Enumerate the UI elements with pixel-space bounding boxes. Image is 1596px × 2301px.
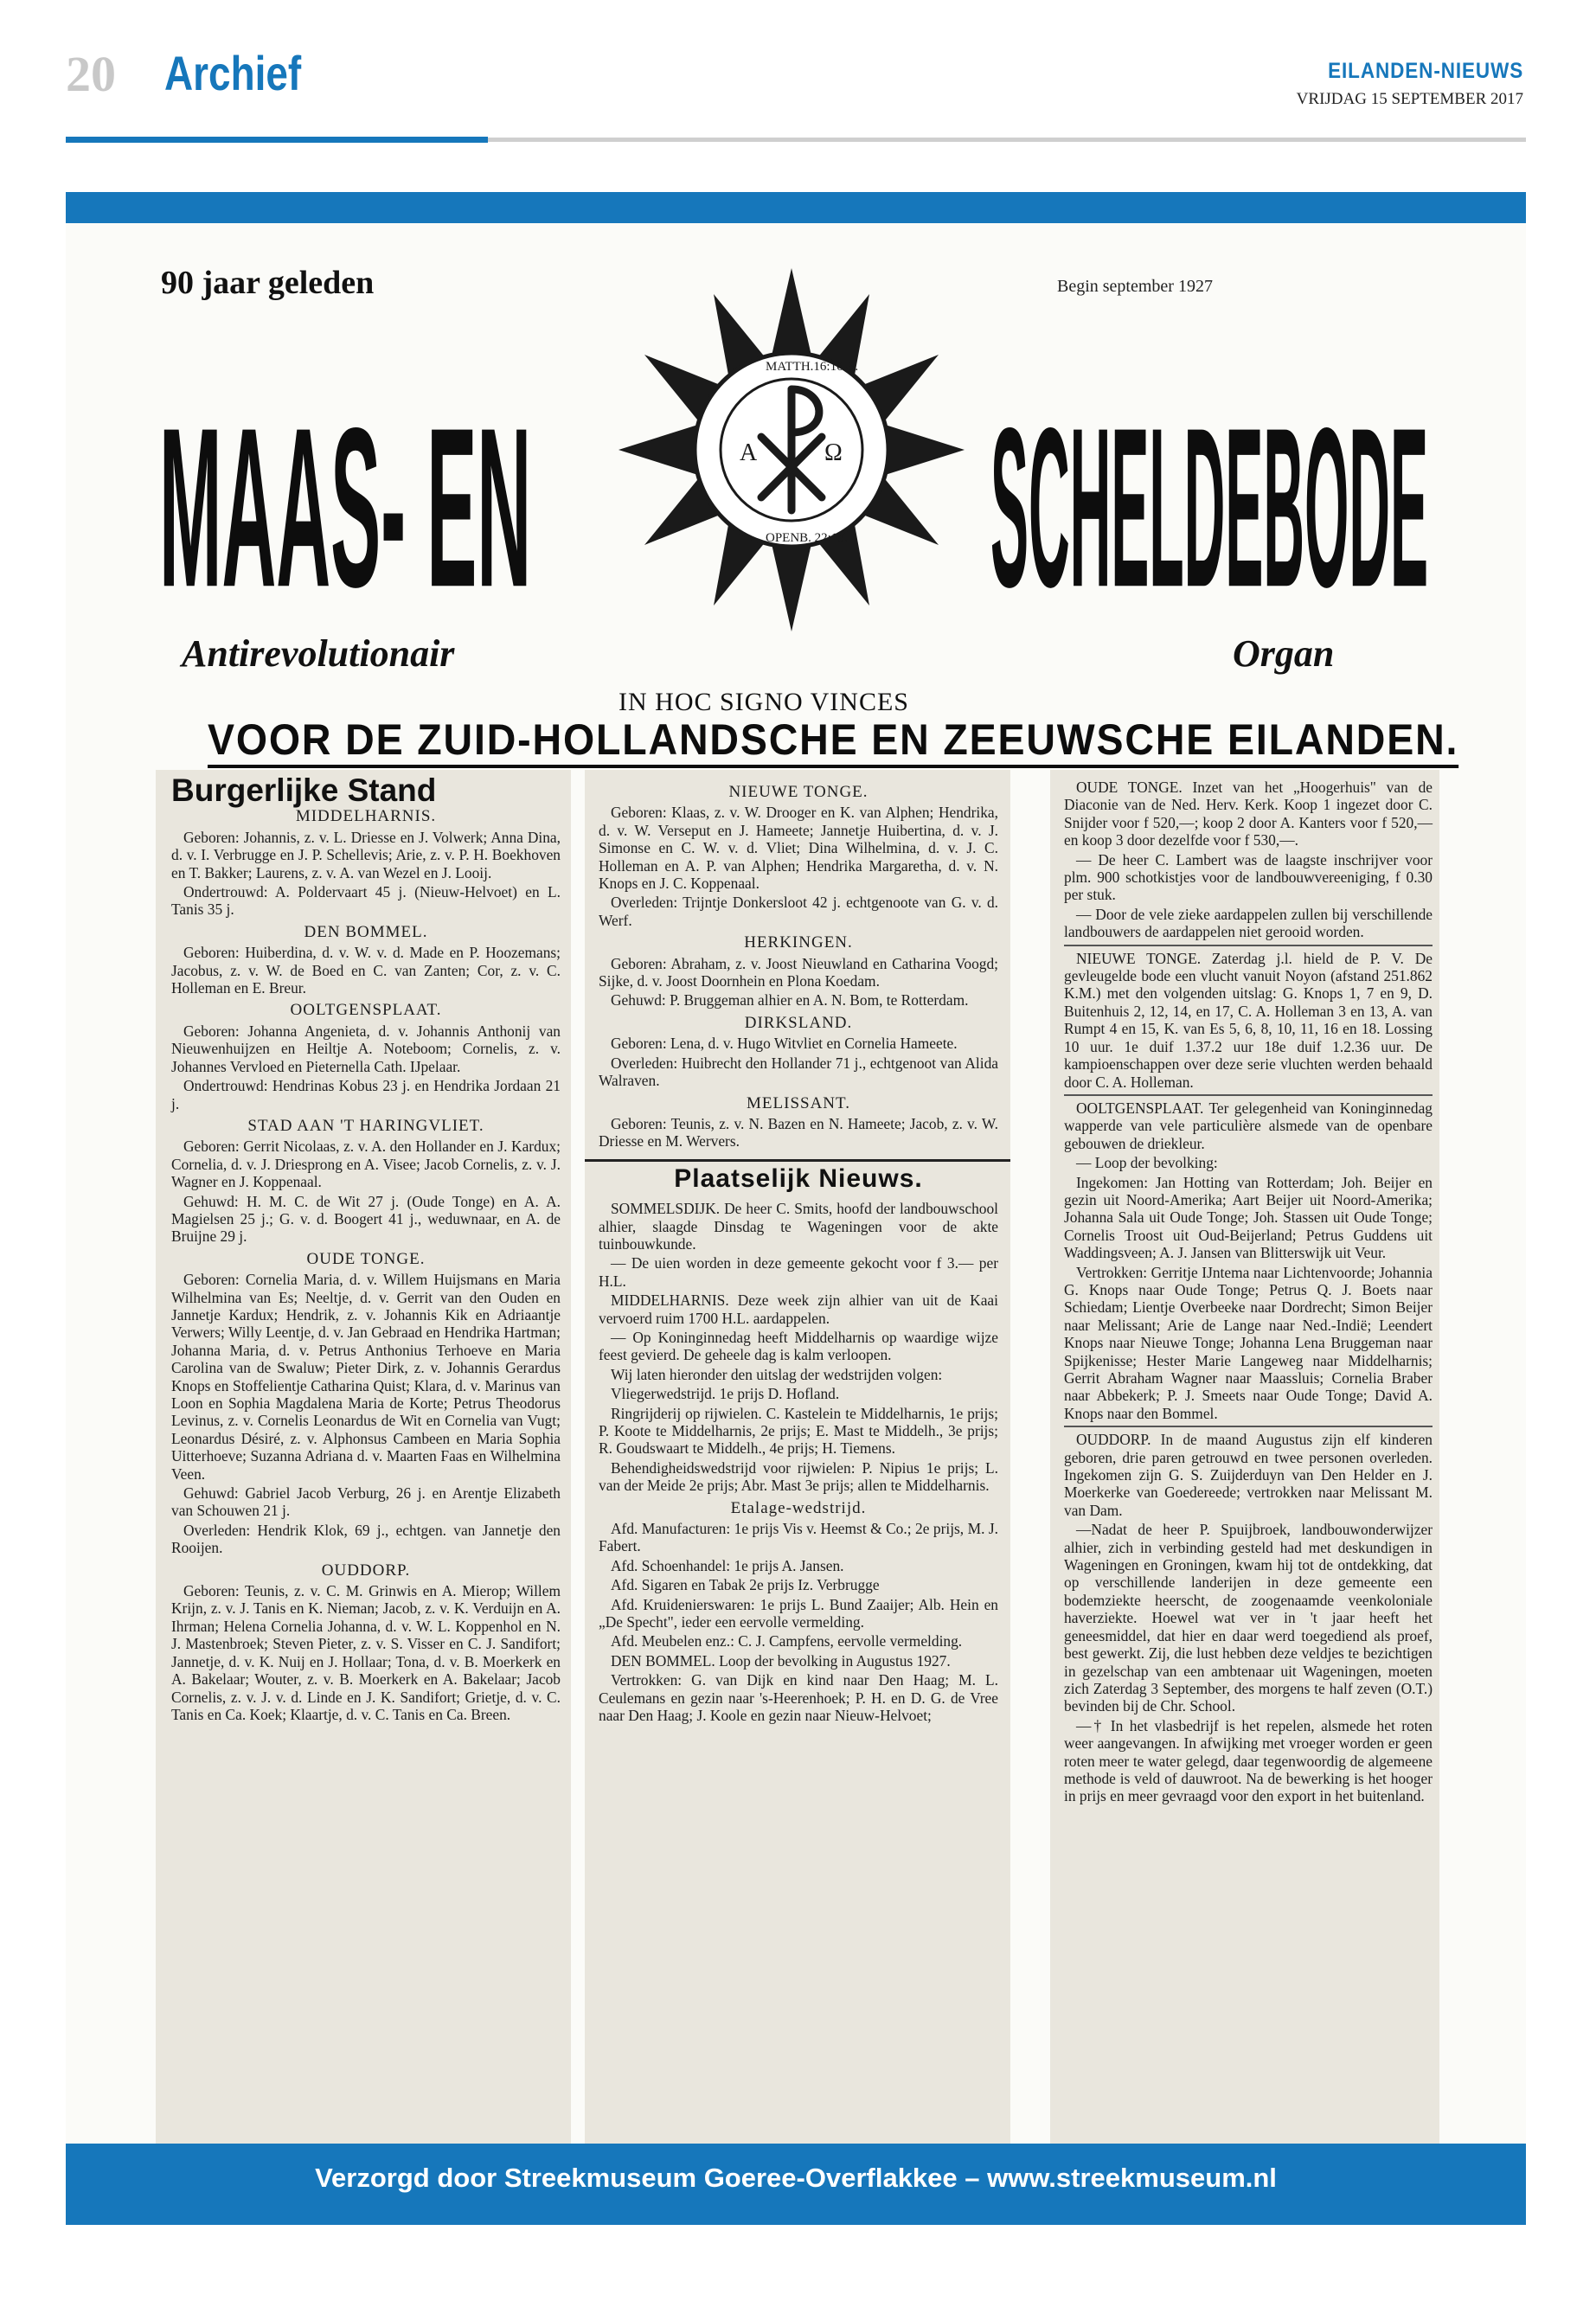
clipping-date-note: Begin september 1927 — [1057, 277, 1213, 296]
record-paragraph: Geboren: Abraham, z. v. Joost Nieuwland en Catharina Voogd; Sijke, d. v. Joost Doornhein en Plona Koedam. — [599, 954, 998, 990]
news-paragraph: OUDDORP. In de maand Augustus zijn elf kinderen geboren, drie paren getrouwd en twee personen overleden. Ingekomen zijn G. S. Zuijderduyn van Den Helder en J. Moerkerke van Goedereede; vertrokken naar Melissant M. van Dam. — [1064, 1431, 1433, 1519]
place-heading: STAD AAN 'T HARINGVLIET. — [247, 1116, 484, 1135]
place-heading: HERKINGEN. — [744, 933, 853, 952]
record-paragraph: Geboren: Huiberdina, d. v. W. v. d. Made en P. Hoozemans; Jacobus, z. v. W. de Boed en C. van Zanten; Cor, z. v. C. Holleman en E. Breur. — [171, 944, 561, 997]
record-paragraph: Gehuwd: Gabriel Jacob Verburg, 26 j. en Arentje Elizabeth van Schouwen 21 j. — [171, 1484, 561, 1520]
record-paragraph: Geboren: Johanna Angenieta, d. v. Johannis Anthonij van Nieuwenhuijzen en Heiltje A. Noteboom; Cornelis, z. v. Johannes Vervloed en Pieternella Cath. IJpelaar. — [171, 1022, 561, 1075]
header-rule — [488, 138, 1526, 142]
news-paragraph: —Nadat de heer P. Spuijbroek, landbouwonderwijzer alhier, zich in verbinding gesteld had met deskundigen in Wageningen en Groningen, kwam hij tot de ontdekking, dat op verschillende landerijen in deze gemeente een bodemziekte heerscht, de zoogenaamde veenkoloniale haverziekte. Hoewel wat ver in 't jaar heeft het geneesmiddel, dat hier en daar werd toegediend als proef, best gewerkt. Zij, die lust hebben deze veldjes te bezichtigen in gezelschap van een ambtenaar uit Wageningen, moeten zich Zaterdag 3 September, des morgens te half zeven (O.T.) bevinden bij de Chr. School. — [1064, 1521, 1433, 1715]
header-rule-accent — [66, 137, 488, 143]
place-heading: NIEUWE TONGE. — [728, 783, 869, 801]
news-paragraph: Afd. Schoenhandel: 1e prijs A. Jansen. — [611, 1556, 844, 1574]
news-paragraph: —† In het vlasbedrijf is het repelen, alsmede het roten weer aangevangen. In afwijking met vroeger worden er geen roten meer te water gelegd, daar tegenwoordig de algemeene methode is veld of dauwroot. Na de bewerking is het hooger in prijs en meer gevraagd voor den export in het buitenland. — [1064, 1716, 1433, 1805]
news-title: Plaatselijk Nieuws. — [674, 1163, 923, 1193]
record-paragraph: Gehuwd: H. M. C. de Wit 27 j. (Oude Tonge) en A. A. Magielsen 25 j.; G. v. d. Boogert 41 j., weduwnaar, en A. de Bruijne 29 j. — [171, 1192, 561, 1246]
page-number: 20 — [66, 46, 116, 102]
record-paragraph: Geboren: Johannis, z. v. L. Driesse en J. Volwerk; Anna Dina, d. v. I. Verbrugge en J. P. Schellevis; Arie, z. v. P. H. Boekhoven en T. Bakker; Laurens, z. v. A. van Wezel en J. Looij. — [171, 828, 561, 881]
news-paragraph: DEN BOMMEL. Loop der bevolking in Augustus 1927. — [611, 1651, 951, 1670]
news-paragraph: — Door de vele zieke aardappelen zullen bij verschillende landbouwers de aardappelen niet gerooid worden. — [1064, 905, 1433, 941]
column-burgerlijke-stand — [156, 770, 571, 2163]
masthead-strapline: VOOR DE ZUID-HOLLANDSCHE EN ZEEUWSCHE EILANDEN. — [208, 715, 1458, 768]
record-paragraph: Gehuwd: P. Bruggeman alhier en A. N. Bom, te Rotterdam. — [611, 991, 969, 1009]
place-heading: OUDDORP. — [321, 1561, 411, 1580]
record-paragraph: Geboren: Teunis, z. v. N. Bazen en N. Hameete; Jacob, z. v. W. Driesse en M. Wervers. — [599, 1114, 998, 1150]
svg-text:A: A — [740, 439, 758, 466]
section-divider — [1064, 1094, 1433, 1096]
news-paragraph: — Loop der bevolking: — [1076, 1154, 1218, 1172]
record-paragraph: Geboren: Lena, d. v. Hugo Witvliet en Cornelia Hameete. — [611, 1035, 958, 1053]
record-paragraph: Geboren: Cornelia Maria, d. v. Willem Huijsmans en Maria Wilhelmina van Es; Neeltje, d. v. Gerrit van den Ouden en Jannetje Kardux; Hendrik, z. v. Johannis Kik en Adriaantje Verwers; Willy Leentje, d. v. Jan Gebraad en Hendrika Hartman; Johanna Maria, d. v. Petrus Anthonius Terhoeve en Maria Carolina van de Swaluw; Pieter Dirk, z. v. Johannis Gerardus Knops en Stoffelientje Catharina Quist; Klara, d. v. Marinus van Loon en Sophia Magdalena Maria de Korte; Petrus Theodorus Levinus, z. v. Cornelis Leonardus de Wit en Cornelia van Vugt; Leonardus Désiré, z. v. Alphonsus Cambeen en Maria Sophia Uitterhoeve; Suzanna Adriana d. v. Maarten Faas en Wilhelmina Veen. — [171, 1271, 561, 1483]
svg-text:OPENB. 22:13.: OPENB. 22:13. — [766, 531, 848, 545]
section-title: Archief — [164, 46, 302, 100]
section-divider — [1064, 1426, 1433, 1427]
news-paragraph: Afd. Kruidenierswaren: 1e prijs L. Bund Zaaijer; Alb. Hein en „De Specht", ieder een eervolle vermelding. — [599, 1595, 998, 1631]
masthead-subtitle-right: Organ — [1233, 632, 1335, 675]
record-paragraph: Ondertrouwd: A. Poldervaart 45 j. (Nieuw-Helvoet) en L. Tanis 35 j. — [171, 883, 561, 919]
record-paragraph: Geboren: Teunis, z. v. C. M. Grinwis en A. Mierop; Willem Krijn, z. v. J. Tanis en K. Nieman; Jacob, z. v. K. Verduijn en A. Ihrman; Helena Cornelia Johanna, d. v. W. L. Koppenhol en N. J. Mastenbroek; Steven Pieter, z. v. S. Visser en C. J. Sandifort; Jannetje, d. v. K. Nuij en J. Hollaar; Tona, d. v. B. Moerkerk en A. Bakelaar; Wouter, z. v. B. Moerkerk en A. Bakelaar; Jacob Cornelis, z. v. J. v. d. Linde en J. K. Sandifort; Grietje, d. v. C. Tanis en Ca. Koek; Klaartje, d. v. C. Tanis en Ca. Breen. — [171, 1582, 561, 1723]
issue-date: VRIJDAG 15 SEPTEMBER 2017 — [1296, 90, 1523, 108]
masthead-right: SCHELDEBODE — [990, 380, 1429, 635]
news-paragraph: MIDDELHARNIS. Deze week zijn alhier van uit de Kaai vervoerd ruim 1700 H.L. aardappelen. — [599, 1292, 998, 1327]
column-right — [1050, 770, 1439, 2163]
svg-text:MATTH.16:16 B.: MATTH.16:16 B. — [766, 360, 859, 374]
footer-credit: Verzorgd door Streekmuseum Goeree-Overflakkee – www.streekmuseum.nl — [315, 2163, 1277, 2193]
news-paragraph: Afd. Meubelen enz.: C. J. Campfens, eervolle vermelding. — [611, 1632, 963, 1650]
news-paragraph: Vliegerwedstrijd. 1e prijs D. Hofland. — [611, 1385, 840, 1403]
motto: IN HOC SIGNO VINCES — [619, 688, 909, 716]
news-paragraph: NIEUWE TONGE. Zaterdag j.l. hield de P. V. De gevleugelde bode een vlucht vanuit Noyon (afstand 251.862 K.M.) met den volgenden uitslag: G. Knops 1, 7 en 9, D. Buitenhuis 2, 12, 14, en 17, C. A. Holleman 3 en 13, A. van Rumpt 4 en 15, K. van Es 5, 6, 8, 10, 11, 16 en 18. Lossing 10 uur. 1e duif 1.37.2 uur 18e duif 1.2.36 uur. De kampioenschappen over deze serie vluchten werden behaald door C. A. Holleman. — [1064, 949, 1433, 1091]
top-band — [66, 192, 1526, 223]
svg-text:Ω: Ω — [824, 439, 843, 466]
record-paragraph: Overleden: Huibrecht den Hollander 71 j., echtgenoot van Alida Walraven. — [599, 1054, 998, 1090]
place-heading: MELISSANT. — [747, 1093, 850, 1112]
newspaper-logo: EILANDEN-NIEUWS — [1328, 59, 1523, 83]
record-paragraph: Geboren: Klaas, z. v. W. Drooger en K. van Alphen; Hendrika, d. v. W. Verseput en J. Hameete; Jannetje Huibertina, d. v. J. Simonse en C. W. v. d. Vliet; Dina Wilhelmina, d. v. J. C. Holleman en A. P. van Alphen; Hendrika Margaretha, d. v. N. Knops en J. C. Koppenaal. — [599, 804, 998, 893]
place-heading: OOLTGENSPLAAT. — [290, 1001, 442, 1020]
column-title: Burgerlijke Stand — [171, 772, 437, 808]
news-paragraph: OOLTGENSPLAAT. Ter gelegenheid van Koninginnedag wapperde van vele particulière alsmede van de openbare gebouwen de driekleur. — [1064, 1099, 1433, 1152]
news-paragraph: Afd. Sigaren en Tabak 2e prijs Iz. Verbrugge — [611, 1576, 880, 1594]
news-subheading: Etalage-wedstrijd. — [730, 1498, 867, 1517]
place-heading: DEN BOMMEL. — [304, 922, 428, 941]
place-heading: OUDE TONGE. — [306, 1249, 426, 1268]
news-paragraph: SOMMELSDIJK. De heer C. Smits, hoofd der landbouwschool alhier, slaagde Dinsdag te Wageningen voor de akte tuinbouwkunde. — [599, 1200, 998, 1253]
place-heading: MIDDELHARNIS. — [295, 807, 437, 826]
record-paragraph: Ondertrouwd: Hendrinas Kobus 23 j. en Hendrika Jordaan 21 j. — [171, 1077, 561, 1112]
record-paragraph: Geboren: Gerrit Nicolaas, z. v. A. den Hollander en J. Kardux; Cornelia, d. v. J. Driesprong en A. Visee; Jacob Cornelis, z. v. J. Wagner en J. Koppenaal. — [171, 1138, 561, 1191]
chi-rho-star-emblem-icon — [610, 260, 973, 675]
news-paragraph: — Op Koninginnedag heeft Middelharnis op waardige wijze feest gevierd. De geheele dag is kalm verloopen. — [599, 1328, 998, 1364]
news-paragraph: OUDE TONGE. Inzet van het „Hoogerhuis" van de Diaconie van de Ned. Herv. Kerk. Koop 1 ingezet door C. Snijder voor f 520,—; koop 2 door A. Kanters voor f 520,— en koop 3 door dezelfde voor f 530,—. — [1064, 779, 1433, 849]
news-paragraph: Wij laten hieronder den uitslag der wedstrijden volgen: — [611, 1365, 943, 1383]
record-paragraph: Overleden: Hendrik Klok, 69 j., echtgen. van Jannetje den Rooijen. — [171, 1521, 561, 1557]
masthead-subtitle-left: Antirevolutionair — [182, 632, 455, 675]
section-divider — [585, 1159, 1010, 1162]
column-middle — [585, 770, 1010, 2163]
news-paragraph: Afd. Manufacturen: 1e prijs Vis v. Heemst & Co.; 2e prijs, M. J. Fabert. — [599, 1520, 998, 1555]
news-paragraph: — De heer C. Lambert was de laagste inschrijver voor plm. 900 schotkistjes voor de landbouwvereeniging, f 0.30 per stuk. — [1064, 850, 1433, 904]
place-heading: DIRKSLAND. — [744, 1013, 853, 1032]
record-paragraph: Overleden: Trijntje Donkersloot 42 j. echtgenoote van G. v. d. Werf. — [599, 894, 998, 929]
years-ago-label: 90 jaar geleden — [161, 265, 375, 301]
news-paragraph: — De uien worden in deze gemeente gekocht voor f 3.— per H.L. — [599, 1254, 998, 1290]
news-paragraph: Behendigheidswedstrijd voor rijwielen: P. Nipius 1e prijs; L. van der Meide 2e prijs; Abr. Mast 3e prijs; allen te Middelharnis. — [599, 1458, 998, 1495]
news-paragraph: Vertrokken: G. van Dijk en kind naar Den Haag; M. L. Ceulemans en gezin naar 's-Heerenhoek; P. H. en D. G. de Vree naar Den Haag; J. Koole en gezin naar Nieuw-Helvoet; — [599, 1671, 998, 1725]
news-paragraph: Vertrokken: Gerritje IJntema naar Lichtenvoorde; Johannia G. Knops naar Oude Tonge; Petrus Q. J. Boets naar Schiedam; Lientje Overbeeke naar Dordrecht; Simon Beijer naar Melissant; Arie de Lange naar Ned.-Indië; Leendert Knops naar Nieuwe Tonge; Johanna Lena Bruggeman naar Spijkenisse; Hester Marie Langeweg naar Middelharnis; Gerrit Abraham Wagner naar Maassluis; Cornelia Braber naar Abbekerk; P. J. Smeets naar Oude Tonge; David A. Knops naar den Bommel. — [1064, 1263, 1433, 1422]
masthead-left: MAAS- EN — [159, 380, 532, 635]
section-divider — [1064, 945, 1433, 946]
news-paragraph: Ingekomen: Jan Hotting van Rotterdam; Joh. Beijer en gezin uit Noord-Amerika; Aart Beijer uit Noord-Amerika; Johanna Sala uit Oude Tonge; Joh. Stassen uit Oude Tonge; Cornelis Troost uit Oud-Beijerland; Petrus Guddens uit Waddingsveen; A. J. Jansen van Blitterswijk uit Veur. — [1064, 1173, 1433, 1262]
news-paragraph: Ringrijderij op rijwielen. C. Kastelein te Middelharnis, 1e prijs; P. Koote te Middelharnis, 2e prijs; E. Mast te Middelh., 3e prijs; R. Goudswaart te Middelh., 4e prijs; H. Tiemens. — [599, 1404, 998, 1458]
